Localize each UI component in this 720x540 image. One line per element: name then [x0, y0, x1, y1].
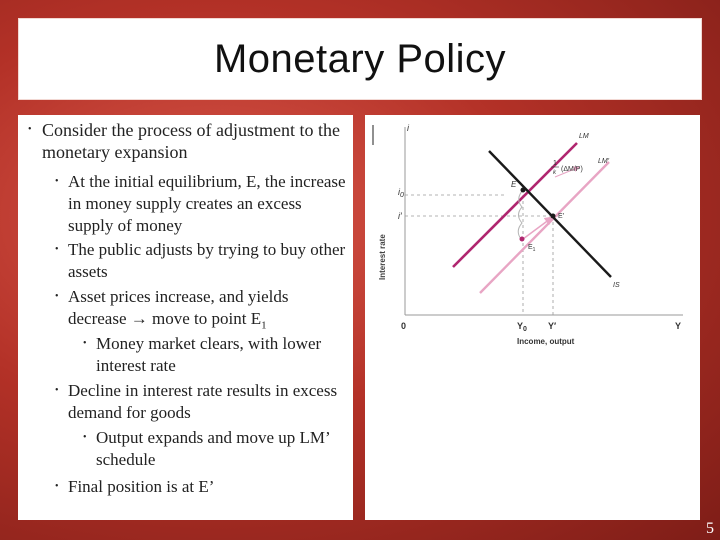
bullet-text: Consider the process of adjustment to the monetary expansion: [42, 120, 340, 162]
bullet-text: At the initial equilibrium, E, the increase in money supply creates an excess supply of money: [68, 172, 346, 235]
shift-label: (ΔM/P): [561, 166, 583, 173]
i0-label: $i_0$: [398, 187, 404, 199]
page-number: 5: [706, 520, 714, 537]
bullet-text: Output expands and move up LM’ schedule: [96, 428, 330, 469]
bullet-asset-prices: [55, 286, 348, 336]
bullet-dot-icon: •: [55, 385, 59, 396]
bullet-dot-icon: •: [28, 124, 32, 135]
point-e: [521, 188, 526, 193]
shift-fraction: 1: [553, 160, 557, 167]
bullet-text: Asset prices increase, and yields decrease → move to point E: [68, 287, 289, 328]
bullet-text: The public adjusts by trying to buy other assets: [68, 240, 346, 281]
lm-curve: [453, 143, 577, 267]
point-eprime: [551, 214, 556, 219]
e-label: E: [511, 180, 517, 189]
is-label: IS: [613, 282, 620, 289]
bullet-dot-icon: •: [83, 338, 87, 349]
slide-title: Monetary Policy: [213, 36, 507, 81]
bullet-subscript: 1: [261, 319, 267, 332]
shift-fraction-den: k: [553, 170, 556, 176]
bullet-dot-icon: •: [55, 481, 59, 492]
bullet-text: Money market clears, with lower interest rate: [96, 334, 322, 375]
title-box: [18, 18, 702, 100]
bullet-text: Decline in interest rate results in excess demand for goods: [68, 381, 338, 422]
y0-label: $Y_0$: [517, 321, 527, 333]
e1-label: $E_1$: [528, 244, 536, 253]
y-axis-label: Interest rate: [378, 234, 387, 280]
bullet-dot-icon: •: [55, 244, 59, 255]
bullet-dot-icon: •: [83, 432, 87, 443]
yprime-label: Y′: [548, 321, 557, 331]
bullet-public-adjusts: [55, 239, 348, 283]
y-axis-symbol: i: [407, 123, 409, 133]
eprime-label: E′: [558, 213, 564, 220]
bullet-initial-equilibrium: [55, 171, 348, 237]
bullet-dot-icon: •: [55, 176, 59, 187]
lm-label: LM: [579, 133, 589, 140]
bullet-money-market-clears: [83, 333, 350, 377]
x-axis-symbol: Y: [675, 321, 682, 331]
bullet-output-expands: [83, 427, 350, 471]
x-axis-label: Income, output: [517, 337, 575, 346]
lm-prime-curve: [480, 162, 609, 293]
iprime-label: i′: [398, 211, 402, 221]
graph-panel: [365, 115, 700, 520]
origin-label: 0: [401, 321, 407, 331]
is-lm-diagram: [365, 115, 700, 520]
bullet-decline-interest: [55, 380, 348, 424]
text-panel: [18, 115, 353, 520]
bullet-dot-icon: •: [55, 291, 59, 302]
lm-prime-label: LM′: [598, 158, 610, 165]
point-e1: [520, 237, 525, 242]
bullet-final-position: [55, 476, 348, 498]
bullet-text: Final position is at E’: [68, 477, 215, 496]
bullet-consider-process: [28, 119, 342, 163]
